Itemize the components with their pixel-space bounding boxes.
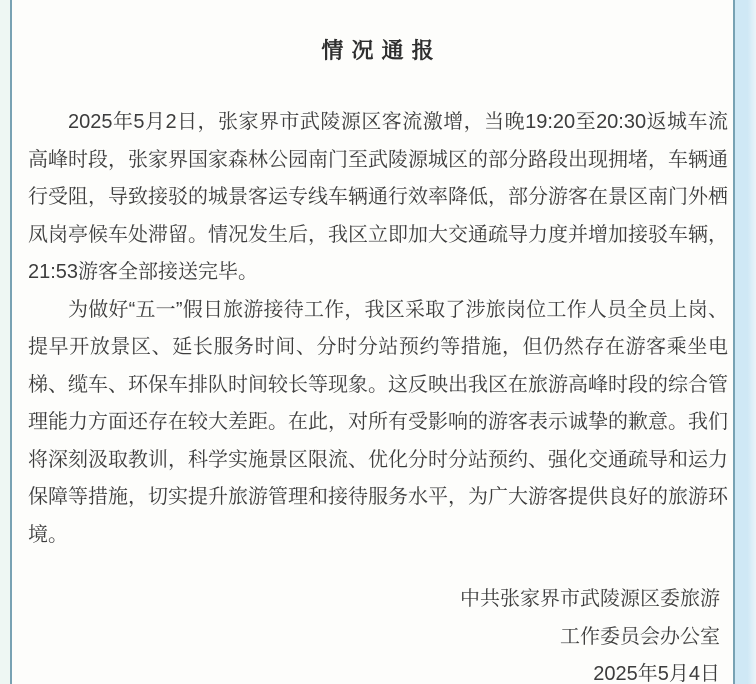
- left-margin-strip: [0, 0, 10, 684]
- signature-block: [28, 581, 728, 684]
- signature-date: 2025年5月4日: [593, 663, 720, 684]
- document-title: 情 况 通 报: [321, 38, 435, 63]
- notice-document: [10, 0, 735, 684]
- paragraph-measures-apology: 为做好“五一”假日旅游接待工作，我区采取了涉旅岗位工作人员全员上岗、提早开放景区、延长服务时间、分时分站预约等措施，但仍然存在游客乘坐电梯、缆车、环保车排队时间较长等现象。这反映出我区在旅游高峰时段的综合管理能力方面还存在较大差距。在此，对所有受影响的游客表示诚挚的歉意。我们将深刻汲取教训，科学实施景区限流、优化分时分站预约、强化交通疏导和运力保障等措施，切实提升旅游管理和接待服务水平，为广大游客提供良好的旅游环境。: [28, 298, 728, 546]
- right-margin-strip: [735, 0, 756, 684]
- paragraph-incident: 2025年5月2日，张家界市武陵源区客流激增，当晚19:20至20:30返城车流高峰时段，张家界国家森林公园南门至武陵源城区的部分路段出现拥堵，车辆通行受阻，导致接驳的城景客运专线车辆通行效率降低，部分游客在景区南门外栖凤岗亭候车处滞留。情况发生后，我区立即加大交通疏导力度并增加接驳车辆，21:53游客全部接送完毕。: [28, 111, 728, 283]
- signature-org-line-1: 中共张家界市武陵源区委旅游: [460, 588, 720, 610]
- document-body: [28, 104, 728, 554]
- signature-org-line-2: 工作委员会办公室: [560, 625, 720, 648]
